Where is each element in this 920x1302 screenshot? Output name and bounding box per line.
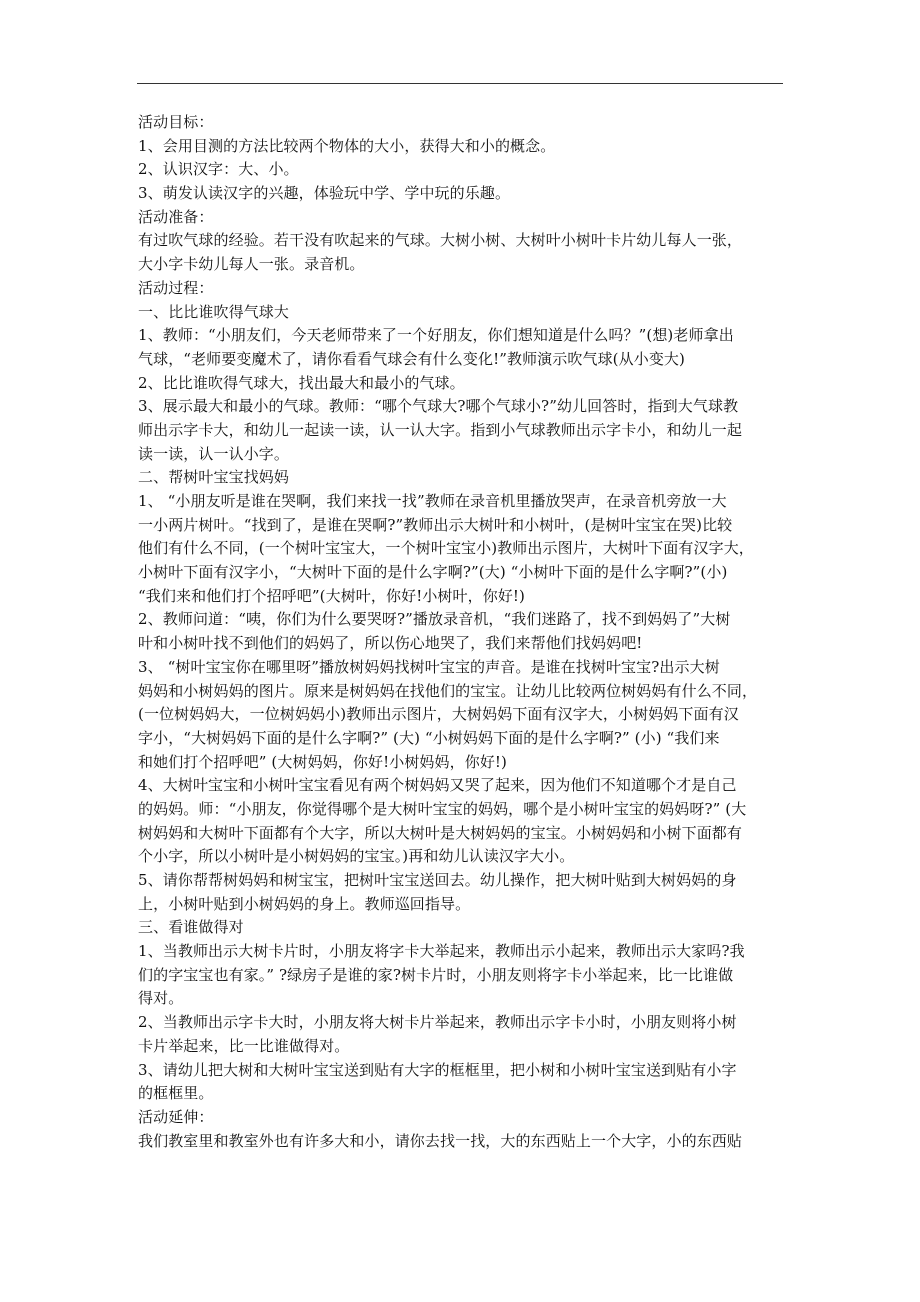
text-line: 3、 “树叶宝宝你在哪里呀”播放树妈妈找树叶宝宝的声音。是谁在找树叶宝宝?出示大树 [138,657,720,676]
text-line: 三、看谁做得对 [138,918,244,937]
text-line: 3、萌发认读汉字的兴趣，体验玩中学、学中玩的乐趣。 [138,184,511,203]
text-line: 2、比比谁吹得气球大，找出最大和最小的气球。 [138,373,465,392]
header-rule [137,83,783,84]
text-line: 活动准备： [138,207,214,226]
text-line: 小树叶下面有汉字小，“大树叶下面的是什么字啊?”(大) “小树叶下面的是什么字啊?”(小) [138,563,728,582]
text-line: 2、认识汉字：大、小。 [138,160,299,179]
text-line: 5、请你帮帮树妈妈和树宝宝，把树叶宝宝送回去。幼儿操作，把大树叶贴到大树妈妈的身 [138,871,737,889]
text-line: 和她们打个招呼吧” (大树妈妈，你好!小树妈妈，你好!) [138,752,507,771]
text-line: 活动目标： [138,113,214,131]
document-body [138,111,786,1153]
text-line: 3、展示最大和最小的气球。教师：“哪个气球大?哪个气球小?”幼儿回答时，指到大气球教 [138,397,739,416]
text-line: 活动过程： [138,278,214,297]
text-line: 有过吹气球的经验。若干没有吹起来的气球。大树小树、大树叶小树叶卡片幼儿每人一张， [138,231,743,250]
text-line: 师出示字卡大，和幼儿一起读一读，认一认大字。指到小气球教师出示字卡小，和幼儿一起 [138,420,743,439]
text-line: 他们有什么不同，(一个树叶宝宝大，一个树叶宝宝小)教师出示图片，大树叶下面有汉字大， [138,539,754,558]
text-line: 一小两片树叶。“找到了，是谁在哭啊?”教师出示大树叶和小树叶，(是树叶宝宝在哭)比较 [138,515,733,534]
text-line: 2、当教师出示字卡大时，小朋友将大树卡片举起来，教师出示字卡小时，小朋友则将小树 [138,1013,737,1032]
text-line: 妈妈和小树妈妈的图片。原来是树妈妈在找他们的宝宝。让幼儿比较两位树妈妈有什么不同， [138,681,758,700]
text-line: 1、当教师出示大树卡片时，小朋友将字卡大举起来，教师出示小起来，教师出示大家吗?我 [138,942,745,961]
text-line: 1、会用目测的方法比较两个物体的大小，获得大和小的概念。 [138,136,556,155]
text-line: 3、请幼儿把大树和大树叶宝宝送到贴有大字的框框里，把小树和小树叶宝宝送到贴有小字 [138,1060,737,1079]
text-line: 二、帮树叶宝宝找妈妈 [138,468,290,487]
text-line: 个小字，所以小树叶是小树妈妈的宝宝。)再和幼儿认读汉字大小。 [138,847,575,866]
text-line: 活动延伸： [138,1107,214,1126]
text-line: 2、教师问道：“咦，你们为什么要哭呀?”播放录音机，“我们迷路了，找不到妈妈了”大树 [138,610,731,629]
text-line: 上，小树叶贴到小树妈妈的身上。教师巡回指导。 [138,894,471,913]
text-line: (一位树妈妈大，一位树妈妈小)教师出示图片，大树妈妈下面有汉字大，小树妈妈下面有汉 [138,705,739,724]
text-line: 4、大树叶宝宝和小树叶宝宝看见有两个树妈妈又哭了起来，因为他们不知道哪个才是自己 [138,776,737,795]
text-line: 气球，“老师要变魔术了，请你看看气球会有什么变化!”教师演示吹气球(从小变大) [138,349,685,368]
text-line: 得对。 [138,989,184,1008]
text-line: 1、 “小朋友听是谁在哭啊，我们来找一找”教师在录音机里播放哭声，在录音机旁放一大 [138,492,727,510]
text-line: 叶和小树叶找不到他们的妈妈了，所以伤心地哭了，我们来帮他们找妈妈吧! [138,634,643,653]
text-line: 1、教师：“小朋友们，今天老师带来了一个好朋友，你们想知道是什么吗？”(想)老师拿出 [138,326,734,345]
text-line: 树妈妈和大树叶下面都有个大字，所以大树叶是大树妈妈的宝宝。小树妈妈和小树下面都有 [138,823,743,842]
text-line: 我们教室里和教室外也有许多大和小，请你去找一找，大的东西贴上一个大字，小的东西贴 [138,1131,743,1150]
text-line: 一、比比谁吹得气球大 [138,302,290,321]
text-line: 大小字卡幼儿每人一张。录音机。 [138,255,365,274]
text-line: 们的字宝宝也有家。” ?绿房子是谁的家?树卡片时，小朋友则将字卡小举起来，比一比谁做 [138,965,734,984]
text-line: “我们来和他们打个招呼吧”(大树叶，你好!小树叶，你好!) [138,586,525,605]
text-line: 的框框里。 [138,1084,214,1103]
text-line: 字小，“大树妈妈下面的是什么字啊?” (大) “小树妈妈下面的是什么字啊?” (小) “我们来 [138,728,720,747]
text-line: 卡片举起来，比一比谁做得对。 [138,1036,350,1055]
text-line: 读一读，认一认小字。 [138,444,290,463]
text-line: 的妈妈。师：“小朋友，你觉得哪个是大树叶宝宝的妈妈，哪个是小树叶宝宝的妈妈呀?” (大 [138,799,747,818]
